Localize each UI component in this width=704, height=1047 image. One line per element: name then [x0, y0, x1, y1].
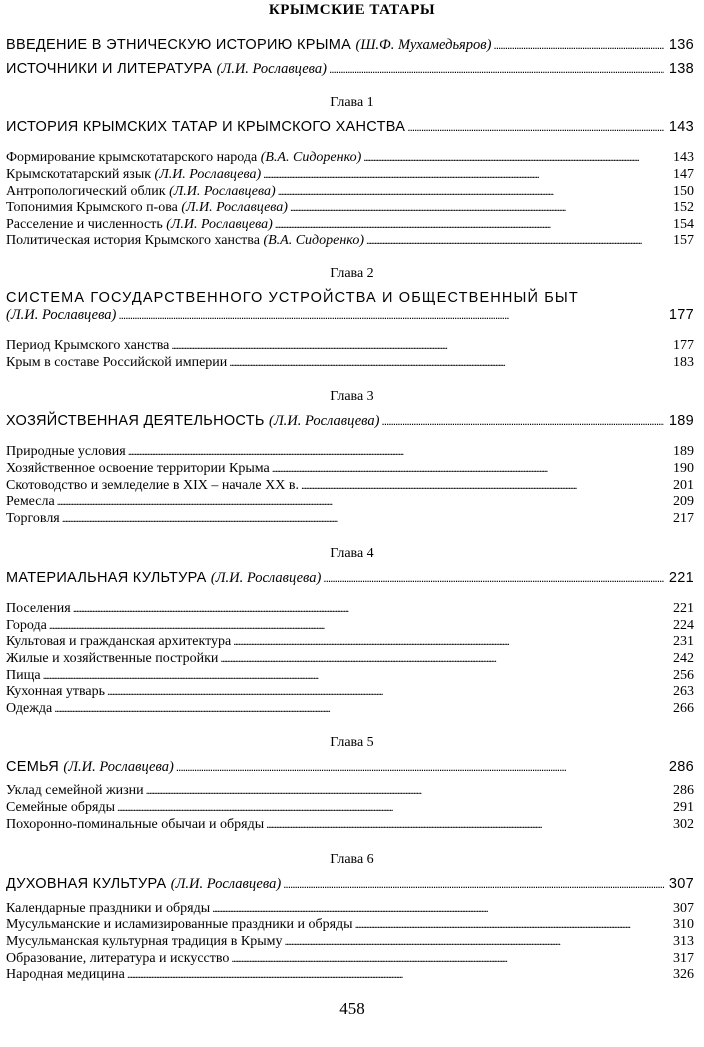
entry-page: 143: [668, 119, 694, 135]
dot-leader: [283, 876, 664, 892]
dot-leader: [128, 443, 664, 460]
toc-entry[interactable]: [6, 966, 694, 983]
entry-title: [6, 307, 116, 323]
chapter-heading[interactable]: [6, 413, 694, 429]
toc-entry[interactable]: [6, 337, 694, 354]
dot-leader: [43, 667, 664, 684]
entry-title: ИСТОЧНИКИ И ЛИТЕРАТУРА (Л.И. Рославцева): [6, 61, 327, 77]
chapter-heading[interactable]: [6, 119, 694, 135]
entry-title: Крым в составе Российской империи: [6, 355, 228, 370]
entry-title: Поселения: [6, 601, 71, 616]
dot-leader: [329, 61, 664, 77]
dot-leader: [231, 950, 664, 967]
toc-entry[interactable]: [6, 633, 694, 650]
entry-title: СЕМЬЯ (Л.И. Рославцева): [6, 759, 174, 775]
entry-page: 256: [673, 668, 694, 683]
toc-entry[interactable]: [6, 667, 694, 684]
book-title: КРЫМСКИЕ ТАТАРЫ: [268, 2, 436, 18]
entry-page: 157: [673, 233, 694, 248]
entry-page: 310: [673, 917, 694, 932]
entry-page: 307: [673, 901, 694, 916]
dot-leader: [107, 683, 664, 700]
entry-title: МАТЕРИАЛЬНАЯ КУЛЬТУРА (Л.И. Рославцева): [6, 570, 322, 586]
toc-entry[interactable]: [6, 600, 694, 617]
toc-entry[interactable]: [6, 477, 694, 494]
dot-leader: [212, 900, 664, 917]
toc-entry[interactable]: [6, 950, 694, 967]
toc-entry-intro[interactable]: [6, 37, 694, 53]
chapter-label: Глава 3: [330, 389, 374, 404]
entry-title: Мусульманские и исламизированные праздники и обряды: [6, 917, 353, 932]
toc-entry[interactable]: [6, 700, 694, 717]
entry-title: Одежда: [6, 701, 53, 716]
dot-leader: [381, 413, 664, 429]
entry-author: (В.А. Сидоренко): [260, 150, 362, 165]
entry-title: Похоронно-поминальные обычаи и обряды: [6, 817, 265, 832]
entry-page: 183: [673, 355, 694, 370]
entry-title: ДУХОВНАЯ КУЛЬТУРА (Л.И. Рославцева): [6, 876, 282, 892]
dot-leader: [290, 199, 664, 216]
chapter-label: Глава 1: [330, 95, 374, 110]
toc-entry[interactable]: [6, 354, 694, 371]
entry-page: 189: [673, 444, 694, 459]
dot-leader: [229, 354, 664, 371]
entry-page: 286: [668, 759, 694, 775]
entry-author: (Л.И. Рославцева): [216, 61, 327, 77]
entry-page: 307: [668, 876, 694, 892]
dot-leader: [323, 570, 664, 586]
dot-leader: [263, 166, 664, 183]
entry-page: 177: [668, 307, 694, 323]
dot-leader: [493, 37, 664, 53]
entry-title: Народная медицина: [6, 967, 125, 982]
dot-leader: [127, 966, 664, 983]
page-number: 458: [339, 999, 365, 1018]
entry-author: (Л.И. Рославцева): [63, 759, 174, 775]
dot-leader: [54, 700, 664, 717]
entry-page: 209: [673, 494, 694, 509]
dot-leader: [275, 216, 664, 233]
entry-title: Кухонная утварь: [6, 684, 106, 699]
toc-entry[interactable]: [6, 460, 694, 477]
entry-author: (Л.И. Рославцева): [170, 876, 282, 892]
toc-entry[interactable]: [6, 232, 694, 249]
dot-leader: [49, 617, 664, 634]
entry-page: 224: [673, 618, 694, 633]
dot-leader: [146, 782, 664, 799]
toc-entry-sources[interactable]: [6, 61, 694, 77]
dot-leader: [57, 493, 664, 510]
entry-title: Образование, литература и искусство: [6, 951, 230, 966]
entry-page: 143: [673, 150, 694, 165]
entry-page: 154: [673, 217, 694, 232]
dot-leader: [176, 759, 664, 775]
dot-leader: [171, 337, 664, 354]
entry-page: 266: [673, 701, 694, 716]
toc-entry[interactable]: [6, 799, 694, 816]
toc-entry[interactable]: [6, 443, 694, 460]
dot-leader: [118, 307, 664, 323]
entry-title: Пища: [6, 668, 41, 683]
entry-author: (Л.И. Рославцева): [166, 217, 273, 232]
toc-entry[interactable]: [6, 900, 694, 917]
dot-leader: [233, 633, 664, 650]
entry-title: Формирование крымскотатарского народа (В.А. Сидоренко): [6, 150, 362, 165]
entry-title: Расселение и численность (Л.И. Рославцева): [6, 217, 273, 232]
entry-author: (Л.И. Рославцева): [181, 200, 288, 215]
chapter-label: Глава 6: [330, 852, 374, 867]
entry-page: 189: [668, 413, 694, 429]
dot-leader: [266, 816, 664, 833]
toc-entry[interactable]: [6, 510, 694, 527]
entry-page: 217: [673, 511, 694, 526]
entry-title: Культовая и гражданская архитектура: [6, 634, 232, 649]
dot-leader: [284, 933, 664, 950]
toc-entry[interactable]: [6, 933, 694, 950]
entry-title: Крымскотатарский язык (Л.И. Рославцева): [6, 167, 262, 182]
dot-leader: [366, 232, 664, 249]
entry-page: 150: [673, 184, 694, 199]
entry-author: (Л.И. Рославцева): [210, 570, 322, 586]
dot-leader: [278, 183, 664, 200]
toc-entry[interactable]: [6, 617, 694, 634]
entry-page: 326: [673, 967, 694, 982]
entry-page: 152: [673, 200, 694, 215]
chapter-label: Глава 4: [330, 546, 374, 561]
entry-title: ВВЕДЕНИЕ В ЭТНИЧЕСКУЮ ИСТОРИЮ КРЫМА (Ш.Ф. Мухамедьяров): [6, 37, 492, 53]
entry-page: 177: [673, 338, 694, 353]
entry-author: (Л.И. Рославцева): [154, 167, 262, 182]
entry-title: Торговля: [6, 511, 60, 526]
toc-entry[interactable]: [6, 199, 694, 216]
entry-author: (Л.И. Рославцева): [6, 307, 117, 323]
entry-title: ИСТОРИЯ КРЫМСКИХ ТАТАР И КРЫМСКОГО ХАНСТВА: [6, 119, 406, 135]
toc-entry[interactable]: [6, 493, 694, 510]
entry-author: (Ш.Ф. Мухамедьяров): [355, 37, 492, 53]
entry-title: Политическая история Крымского ханства (В.А. Сидоренко): [6, 233, 364, 248]
dot-leader: [220, 650, 664, 667]
entry-title: Семейные обряды: [6, 800, 115, 815]
entry-page: 263: [673, 684, 694, 699]
chapter-label: Глава 2: [330, 266, 374, 281]
dot-leader: [355, 916, 664, 933]
entry-page: 138: [668, 61, 694, 77]
entry-page: 221: [668, 570, 694, 586]
entry-title: Антропологический облик (Л.И. Рославцева): [6, 184, 276, 199]
entry-page: 286: [673, 783, 694, 798]
toc-entry[interactable]: [6, 166, 694, 183]
entry-title: Жилые и хозяйственные постройки: [6, 651, 219, 666]
dot-leader: [301, 477, 664, 494]
toc-entry[interactable]: [6, 650, 694, 667]
entry-page: 221: [673, 601, 694, 616]
entry-page: 313: [673, 934, 694, 949]
entry-author: (Л.И. Рославцева): [269, 413, 380, 429]
chapter-heading[interactable]: [6, 570, 694, 586]
dot-leader: [117, 799, 664, 816]
toc-entry[interactable]: [6, 216, 694, 233]
entry-page: 302: [673, 817, 694, 832]
dot-leader: [73, 600, 664, 617]
toc-entry[interactable]: [6, 183, 694, 200]
entry-page: 147: [673, 167, 694, 182]
dot-leader: [62, 510, 664, 527]
dot-leader: [363, 149, 664, 166]
toc-entry[interactable]: [6, 683, 694, 700]
entry-title: Скотоводство и земледелие в XIX – начале XX в.: [6, 478, 299, 493]
entry-author: (В.А. Сидоренко): [263, 233, 364, 248]
entry-page: 317: [673, 951, 694, 966]
toc-entry[interactable]: [6, 149, 694, 166]
entry-page: 201: [673, 478, 694, 493]
entry-title: Ремесла: [6, 494, 55, 509]
chapter-heading[interactable]: [6, 876, 694, 892]
entry-title: ХОЗЯЙСТВЕННАЯ ДЕЯТЕЛЬНОСТЬ (Л.И. Рославцева): [6, 413, 380, 429]
toc-entry[interactable]: [6, 916, 694, 933]
chapter-label: Глава 5: [330, 735, 374, 750]
entry-page: 190: [673, 461, 694, 476]
entry-title: Мусульманская культурная традиция в Крыму: [6, 934, 283, 949]
entry-page: 231: [673, 634, 694, 649]
toc-entry[interactable]: [6, 782, 694, 799]
chapter-heading[interactable]: [6, 307, 694, 323]
chapter-heading[interactable]: [6, 759, 694, 775]
entry-title: Хозяйственное освоение территории Крыма: [6, 461, 270, 476]
toc-entry[interactable]: [6, 816, 694, 833]
entry-title: Топонимия Крымского п-ова (Л.И. Рославцева): [6, 200, 288, 215]
entry-page: 291: [673, 800, 694, 815]
entry-title: Календарные праздники и обряды: [6, 901, 211, 916]
entry-title: Города: [6, 618, 47, 633]
entry-page: 242: [673, 651, 694, 666]
dot-leader: [407, 119, 664, 135]
entry-title: Природные условия: [6, 444, 126, 459]
entry-title: Период Крымского ханства: [6, 338, 170, 353]
dot-leader: [272, 460, 664, 477]
entry-author: (Л.И. Рославцева): [169, 184, 276, 199]
chapter-heading-line1[interactable]: СИСТЕМА ГОСУДАРСТВЕННОГО УСТРОЙСТВА И ОБЩЕСТВЕННЫЙ БЫТ: [6, 290, 579, 306]
entry-title: Уклад семейной жизни: [6, 783, 144, 798]
entry-page: 136: [668, 37, 694, 53]
